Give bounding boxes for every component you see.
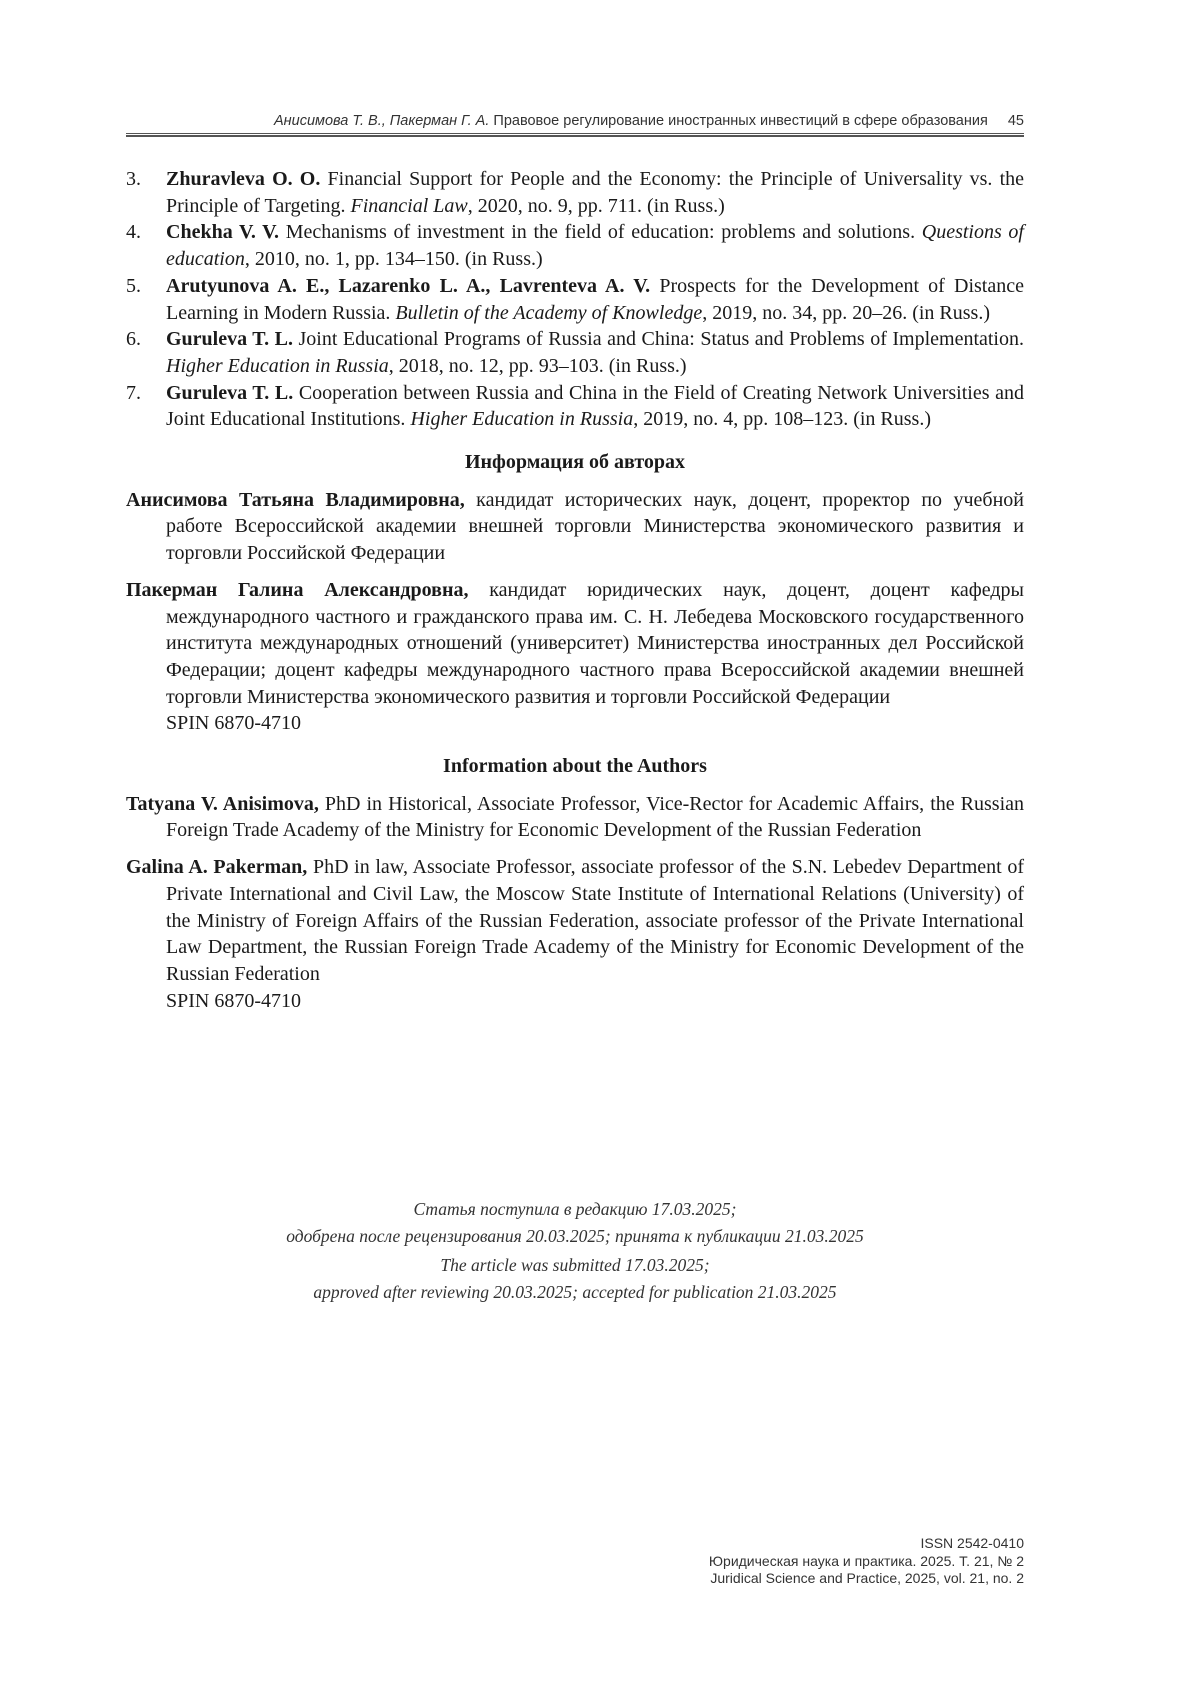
dates-en-line2: approved after reviewing 20.03.2025; accepted for publication 21.03.2025 — [313, 1282, 837, 1302]
running-header — [126, 113, 1024, 134]
reference-source: Higher Education in Russia — [410, 408, 634, 431]
dates-ru-line2: одобрена после рецензирования 20.03.2025; принята к публикации 21.03.2025 — [286, 1226, 864, 1246]
author-spin: SPIN 6870-4710 — [166, 989, 302, 1012]
author-entry-ru — [126, 577, 1024, 737]
reference-tail: , 2018, no. 12, pp. 93–103. (in Russ.) — [388, 354, 687, 377]
authors-ru-heading: Информация об авторах — [464, 451, 686, 474]
reference-source: Bulletin of the Academy of Knowledge — [395, 301, 703, 324]
author-name: Tatyana V. Anisimova, — [126, 792, 319, 815]
author-spin: SPIN 6870-4710 — [166, 712, 302, 735]
author-name: Анисимова Татьяна Владимировна, — [126, 488, 465, 511]
reference-source: Higher Education in Russia — [166, 354, 389, 377]
journal-citation-ru: Юридическая наука и практика. 2025. Т. 21, № 2 — [708, 1552, 1024, 1569]
reference-source: Questions of education — [166, 221, 1024, 271]
reference-list — [126, 166, 1024, 433]
reference-authors: Chekha V. V. — [166, 221, 280, 244]
reference-authors: Guruleva T. L. — [166, 381, 294, 404]
reference-source: Financial Law — [350, 194, 468, 217]
article-dates — [126, 1196, 1024, 1306]
author-name: Пакерман Галина Александровна, — [126, 578, 469, 601]
reference-text: Joint Educational Programs of Russia and China: Status and Problems of Implementation. — [292, 328, 1024, 351]
reference-authors: Guruleva T. L. — [166, 328, 293, 351]
reference-number: 5. — [126, 274, 141, 297]
author-description: PhD in Historical, Associate Professor, Vice-Rector for Academic Affairs, the Russian Foreign Trade Academy of the Ministry for Economic Development of the Russian Federation — [166, 792, 1024, 842]
reference-text: Cooperation between Russia and China in the Field of Creating Network Universities and Joint Educational Institutions. — [166, 381, 1024, 431]
reference-text: Mechanisms of investment in the field of education: problems and solutions. — [279, 221, 922, 244]
dates-ru-line1: Статья поступила в редакцию 17.03.2025; — [413, 1199, 737, 1219]
reference-number: 6. — [126, 328, 141, 351]
reference-tail: , 2019, no. 4, pp. 108–123. (in Russ.) — [633, 408, 931, 431]
header-authors: Анисимова Т. В., Пакерман Г. А. — [274, 113, 490, 129]
reference-number: 3. — [126, 168, 141, 190]
reference-item — [126, 326, 1024, 379]
journal-citation-en: Juridical Science and Practice, 2025, vol. 21, no. 2 — [710, 1570, 1024, 1586]
reference-authors: Zhuravleva O. O. — [166, 168, 321, 190]
author-description: кандидат исторических наук, доцент, проректор по учебной работе Всероссийской академии внешней торговли Министерства экономического развития и торговли Российской Федерации — [166, 488, 1024, 565]
authors-en-heading: Information about the Authors — [443, 755, 707, 778]
reference-text: Prospects for the Development of Distance Learning in Modern Russia. — [166, 274, 1024, 324]
reference-text: Financial Support for People and the Economy: the Principle of Universality vs. the Principle of Targeting. — [166, 168, 1025, 217]
author-description: кандидат юридических наук, доцент, доцент кафедры международного частного и гражданского права им. С. Н. Лебедева Московского государственного института международных отношений (университет) Министерства иностранных дел Российской Федерации; доцент кафедры международного частного права Всероссийской академии внешней торговли Министерства экономического развития и торговли Российской Федерации — [166, 578, 1024, 708]
author-entry-en — [126, 791, 1024, 844]
author-name: Galina A. Pakerman, — [126, 856, 308, 879]
reference-tail: , 2010, no. 1, pp. 134–150. (in Russ.) — [244, 248, 543, 271]
reference-item — [126, 273, 1024, 326]
reference-item — [126, 219, 1024, 272]
reference-number: 7. — [126, 381, 141, 404]
author-entry-ru — [126, 487, 1024, 567]
issn: ISSN 2542-0410 — [920, 1535, 1024, 1551]
header-title: Правовое регулирование иностранных инвестиций в сфере образования — [493, 113, 988, 129]
reference-tail: , 2020, no. 9, pp. 711. (in Russ.) — [467, 194, 725, 217]
page-number: 45 — [1007, 113, 1024, 129]
reference-item — [126, 380, 1024, 433]
journal-footer — [709, 1535, 1024, 1588]
author-entry-en — [126, 854, 1024, 1014]
reference-number: 4. — [126, 221, 141, 244]
author-description: PhD in law, Associate Professor, associate professor of the S.N. Lebedev Department of Private International and Civil Law, the Moscow State Institute of International Relations (University) of the Ministry of Foreign Affairs of the Russian Federation, associate professor of the Private International Law Department, the Russian Foreign Trade Academy of the Ministry for Economic Development of the Russian Federation — [166, 856, 1025, 985]
reference-tail: , 2019, no. 34, pp. 20–26. (in Russ.) — [702, 301, 990, 324]
reference-item — [126, 166, 1024, 219]
dates-en-line1: The article was submitted 17.03.2025; — [440, 1255, 710, 1275]
reference-authors: Arutyunova A. E., Lazarenko L. A., Lavrenteva A. V. — [166, 274, 651, 297]
main-content — [126, 166, 1024, 1024]
